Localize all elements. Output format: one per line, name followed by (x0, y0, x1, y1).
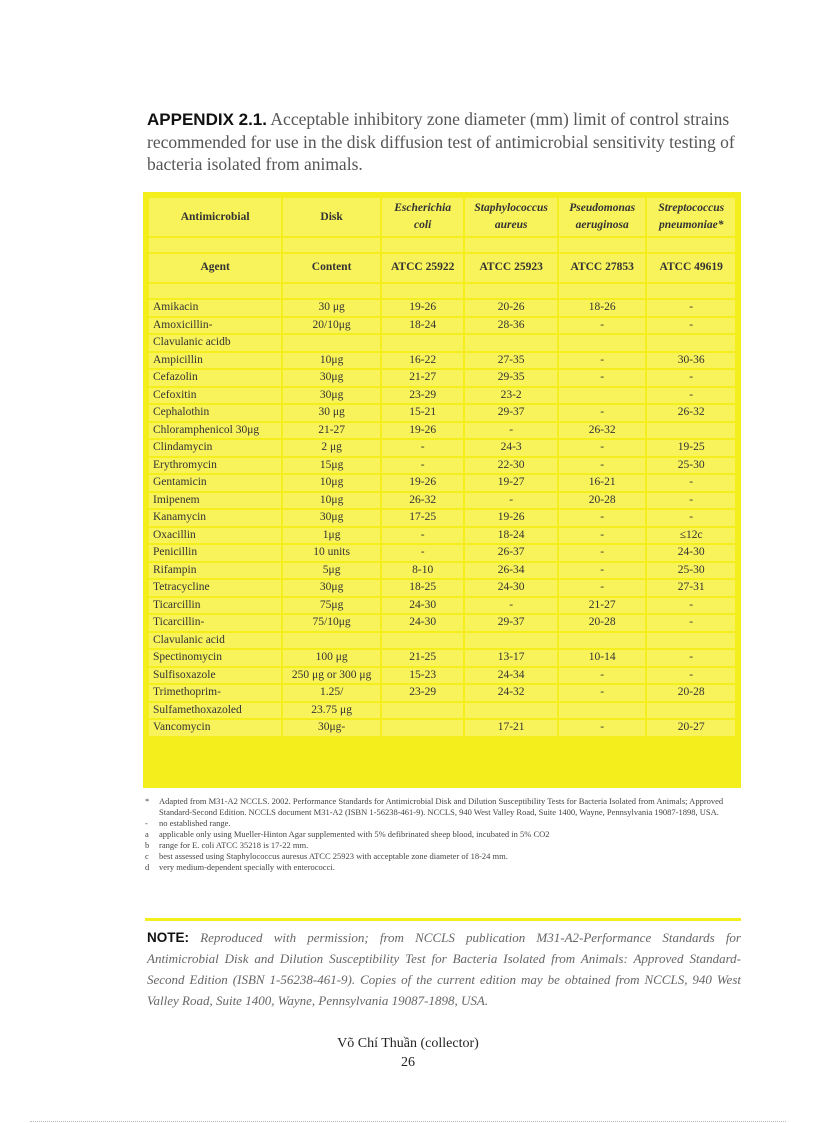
zone-cell: - (559, 668, 646, 684)
zone-cell: 15-23 (382, 668, 463, 684)
agent-cell: Sulfamethoxazoled (149, 703, 281, 719)
zone-cell: 25-30 (647, 563, 735, 579)
table-row (149, 668, 735, 684)
zone-cell: 23-2 (465, 388, 557, 404)
appendix-title (147, 108, 747, 175)
zone-cell: 29-37 (465, 615, 557, 631)
zone-cell: - (382, 528, 463, 544)
footnote (145, 840, 741, 851)
content-cell: 75/10μg (283, 615, 380, 631)
footnote (145, 796, 741, 818)
table-row (149, 633, 735, 649)
agent-cell: Ticarcillin- (149, 615, 281, 631)
agent-cell: Erythromycin (149, 458, 281, 474)
header-staph: Staphylococcus aureus (465, 198, 557, 236)
zone-cell: 24-32 (465, 685, 557, 701)
agent-cell: Ticarcillin (149, 598, 281, 614)
agent-cell: Kanamycin (149, 510, 281, 526)
table-row (149, 563, 735, 579)
zone-cell: - (647, 370, 735, 386)
zone-cell: 19-25 (647, 440, 735, 456)
table-row (149, 703, 735, 719)
subheader-atcc-49619: ATCC 49619 (647, 254, 735, 282)
content-cell: 30μg- (283, 720, 380, 736)
zone-cell (465, 703, 557, 719)
content-cell: 5μg (283, 563, 380, 579)
agent-cell: Amoxicillin- (149, 318, 281, 334)
zone-cell: 17-25 (382, 510, 463, 526)
zone-cell: 19-26 (465, 510, 557, 526)
zone-cell: - (647, 318, 735, 334)
content-cell: 10 units (283, 545, 380, 561)
table-row (149, 388, 735, 404)
content-cell: 20/10μg (283, 318, 380, 334)
footnote-text: Adapted from M31-A2 NCCLS. 2002. Performance Standards for Antimicrobial Disk and Dilution Susceptibility Tests for Bacteria Isolated from Animals; Approved Standard-Second Edition. NCCLS document M31-A2 (ISBN 1-56238-461-9). NCCLS, 940 West Valley Road, Suite 1400, Wayne, Pennsylvania 19087-1898, USA. (159, 796, 724, 817)
table-row (149, 300, 735, 316)
table-row (149, 475, 735, 491)
zone-cell: - (559, 685, 646, 701)
agent-cell: Clindamycin (149, 440, 281, 456)
zone-cell: 25-30 (647, 458, 735, 474)
agent-cell: Clavulanic acid (149, 633, 281, 649)
zone-cell: - (382, 440, 463, 456)
zone-cell: 19-27 (465, 475, 557, 491)
content-cell: 23.75 μg (283, 703, 380, 719)
content-cell (283, 335, 380, 351)
subheader-atcc-25922: ATCC 25922 (382, 254, 463, 282)
content-cell: 75μg (283, 598, 380, 614)
zone-cell: 24-34 (465, 668, 557, 684)
subheader-atcc-25923: ATCC 25923 (465, 254, 557, 282)
zone-cell: - (647, 650, 735, 666)
footnote-text: range for E. coli ATCC 35218 is 17-22 mm. (159, 840, 309, 850)
zone-cell: 18-24 (465, 528, 557, 544)
footnote (145, 818, 741, 829)
footnote-mark: d (145, 862, 150, 872)
zone-cell: - (647, 300, 735, 316)
content-cell: 30μg (283, 510, 380, 526)
zone-diameter-table (143, 192, 741, 788)
zone-cell: - (647, 510, 735, 526)
table-row (149, 510, 735, 526)
content-cell: 30 μg (283, 300, 380, 316)
agent-cell: Ampicillin (149, 353, 281, 369)
zone-cell: 29-37 (465, 405, 557, 421)
header-ecoli: Escherichia coli (382, 198, 463, 236)
zone-cell (465, 633, 557, 649)
footnote-mark: * (145, 796, 150, 806)
table-row (149, 545, 735, 561)
table-row (149, 353, 735, 369)
zone-cell: 24-30 (382, 598, 463, 614)
content-cell: 1.25/ (283, 685, 380, 701)
content-cell: 10μg (283, 493, 380, 509)
note-divider (145, 918, 741, 921)
zone-cell: - (647, 668, 735, 684)
agent-cell: Vancomycin (149, 720, 281, 736)
zone-cell: - (559, 370, 646, 386)
zone-cell: - (647, 598, 735, 614)
appendix-label: APPENDIX 2.1. (147, 110, 267, 129)
agent-cell: Clavulanic acidb (149, 335, 281, 351)
table-row (149, 405, 735, 421)
table-row (149, 493, 735, 509)
zone-cell: 28-36 (465, 318, 557, 334)
zone-cell: - (559, 318, 646, 334)
zone-cell (647, 703, 735, 719)
zone-cell (465, 335, 557, 351)
table-row (149, 335, 735, 351)
content-cell: 1μg (283, 528, 380, 544)
page-number: 26 (401, 1055, 415, 1070)
zone-cell: - (559, 405, 646, 421)
zone-cell (559, 335, 646, 351)
zone-cell (647, 423, 735, 439)
content-cell: 30μg (283, 370, 380, 386)
table-row (149, 423, 735, 439)
note-label: NOTE: (147, 930, 189, 945)
zone-cell: - (647, 493, 735, 509)
zone-cell: - (559, 563, 646, 579)
content-cell: 250 μg or 300 μg (283, 668, 380, 684)
content-cell: 30μg (283, 580, 380, 596)
agent-cell: Tetracycline (149, 580, 281, 596)
subheader-agent: Agent (149, 254, 281, 282)
zone-cell: - (382, 458, 463, 474)
zone-cell: - (559, 545, 646, 561)
zone-cell (647, 633, 735, 649)
content-cell: 10μg (283, 475, 380, 491)
zone-cell: 27-31 (647, 580, 735, 596)
agent-cell: Cefoxitin (149, 388, 281, 404)
zone-cell: - (559, 580, 646, 596)
zone-cell: 20-27 (647, 720, 735, 736)
zone-cell: 18-24 (382, 318, 463, 334)
zone-cell: 23-29 (382, 388, 463, 404)
subheader-atcc-27853: ATCC 27853 (559, 254, 646, 282)
agent-cell: Gentamicin (149, 475, 281, 491)
content-cell: 2 μg (283, 440, 380, 456)
content-cell: 10μg (283, 353, 380, 369)
zone-cell (647, 335, 735, 351)
zone-cell: 24-3 (465, 440, 557, 456)
content-cell: 30 μg (283, 405, 380, 421)
table-header-row (149, 198, 735, 236)
zone-cell: 21-25 (382, 650, 463, 666)
zone-cell: 16-22 (382, 353, 463, 369)
content-cell (283, 633, 380, 649)
table-subheader-row (149, 254, 735, 282)
agent-cell: Cephalothin (149, 405, 281, 421)
header-disk: Disk (283, 198, 380, 236)
zone-cell: 18-25 (382, 580, 463, 596)
footnote-mark: a (145, 829, 149, 839)
zone-cell: 20-26 (465, 300, 557, 316)
agent-cell: Penicillin (149, 545, 281, 561)
zone-cell: 17-21 (465, 720, 557, 736)
table-row (149, 685, 735, 701)
footnote-mark: c (145, 851, 149, 861)
zone-cell: 13-17 (465, 650, 557, 666)
zone-cell: - (465, 493, 557, 509)
table-row (149, 720, 735, 736)
zone-cell: 21-27 (559, 598, 646, 614)
zone-cell: 21-27 (382, 370, 463, 386)
appendix-caption: Acceptable inhibitory zone diameter (mm) limit of control strains recommended for use in the disk diffusion test of antimicrobial sensitivity testing of bacteria isolated from animals. (147, 109, 735, 174)
zone-cell: 26-32 (382, 493, 463, 509)
zone-cell: 15-21 (382, 405, 463, 421)
zone-cell: - (647, 615, 735, 631)
agent-cell: Spectinomycin (149, 650, 281, 666)
zone-cell: 18-26 (559, 300, 646, 316)
zone-cell: 26-34 (465, 563, 557, 579)
agent-cell: Chloramphenicol 30μg (149, 423, 281, 439)
zone-cell: - (559, 720, 646, 736)
collector-credit: Võ Chí Thuần (collector) (337, 1036, 479, 1051)
zone-cell: 24-30 (465, 580, 557, 596)
table-row (149, 580, 735, 596)
zone-cell: - (465, 423, 557, 439)
zone-cell: 26-32 (559, 423, 646, 439)
table-spacer-row (149, 238, 735, 252)
zone-cell: ≤12c (647, 528, 735, 544)
zone-cell (382, 633, 463, 649)
zone-cell: 19-26 (382, 475, 463, 491)
zone-cell: 10-14 (559, 650, 646, 666)
zone-cell: 26-37 (465, 545, 557, 561)
zone-cell: - (559, 510, 646, 526)
content-cell: 21-27 (283, 423, 380, 439)
zone-cell: 20-28 (559, 493, 646, 509)
zone-cell: 19-26 (382, 423, 463, 439)
permission-note (147, 927, 741, 1011)
footnotes (145, 796, 741, 873)
footnote-text: very medium-dependent specially with enterococci. (159, 862, 335, 872)
table-row (149, 528, 735, 544)
agent-cell: Trimethoprim- (149, 685, 281, 701)
zone-cell (559, 388, 646, 404)
header-strep: Streptococcus pneumoniae* (647, 198, 735, 236)
zone-cell: 27-35 (465, 353, 557, 369)
zone-cell: 16-21 (559, 475, 646, 491)
zone-cell: - (382, 545, 463, 561)
zone-cell (382, 335, 463, 351)
zone-cell: - (559, 458, 646, 474)
zone-cell (559, 633, 646, 649)
subheader-content: Content (283, 254, 380, 282)
agent-cell: Oxacillin (149, 528, 281, 544)
table-row (149, 440, 735, 456)
agent-cell: Amikacin (149, 300, 281, 316)
table-row (149, 598, 735, 614)
page-bottom-rule (30, 1121, 786, 1122)
zone-cell: 24-30 (382, 615, 463, 631)
agent-cell: Imipenem (149, 493, 281, 509)
table-row (149, 650, 735, 666)
content-cell: 100 μg (283, 650, 380, 666)
content-cell: 30μg (283, 388, 380, 404)
zone-cell: 23-29 (382, 685, 463, 701)
table-spacer-row (149, 284, 735, 298)
zone-cell: 29-35 (465, 370, 557, 386)
agent-cell: Rifampin (149, 563, 281, 579)
zone-cell: 22-30 (465, 458, 557, 474)
footnote-text: applicable only using Mueller-Hinton Agar supplemented with 5% defibrinated sheep blood, incubated in 5% CO2 (159, 829, 550, 839)
zone-cell: 20-28 (647, 685, 735, 701)
zone-cell (382, 703, 463, 719)
zone-cell: 24-30 (647, 545, 735, 561)
zone-cell: 8-10 (382, 563, 463, 579)
zone-cell: - (559, 440, 646, 456)
content-cell: 15μg (283, 458, 380, 474)
agent-cell: Sulfisoxazole (149, 668, 281, 684)
footnote-text: no established range. (159, 818, 231, 828)
footnote-mark: - (145, 818, 148, 828)
table-row (149, 458, 735, 474)
zone-cell: - (559, 353, 646, 369)
footnote (145, 829, 741, 840)
zone-cell: 20-28 (559, 615, 646, 631)
note-text: Reproduced with permission; from NCCLS publication M31-A2-Performance Standards for Antimicrobial Disk and Dilution Susceptibility Test for Bacteria Isolated from Animals: Approved Standard-Second Edition (ISBN 1-56238-461-9). Copies of the current edition may be obtained from NCCLS, 940 West Valley Road, Suite 1400, Wayne, Pennsylvania 19087-1898, USA. (147, 930, 741, 1008)
zone-cell: 19-26 (382, 300, 463, 316)
header-pseudo: Pseudomonas aeruginosa (559, 198, 646, 236)
agent-cell: Cefazolin (149, 370, 281, 386)
footnote-mark: b (145, 840, 150, 850)
zone-cell: 26-32 (647, 405, 735, 421)
table-row (149, 615, 735, 631)
table-row (149, 370, 735, 386)
zone-cell: - (647, 475, 735, 491)
zone-cell: - (465, 598, 557, 614)
footnote-text: best assessed using Staphylococcus auresus ATCC 25923 with acceptable zone diameter of 18-24 mm. (159, 851, 508, 861)
zone-cell (382, 720, 463, 736)
zone-cell: 30-36 (647, 353, 735, 369)
footnote (145, 851, 741, 862)
footnote (145, 862, 741, 873)
zone-cell (559, 703, 646, 719)
header-antimicrobial: Antimicrobial (149, 198, 281, 236)
table-row (149, 318, 735, 334)
zone-cell: - (559, 528, 646, 544)
zone-cell: - (647, 388, 735, 404)
